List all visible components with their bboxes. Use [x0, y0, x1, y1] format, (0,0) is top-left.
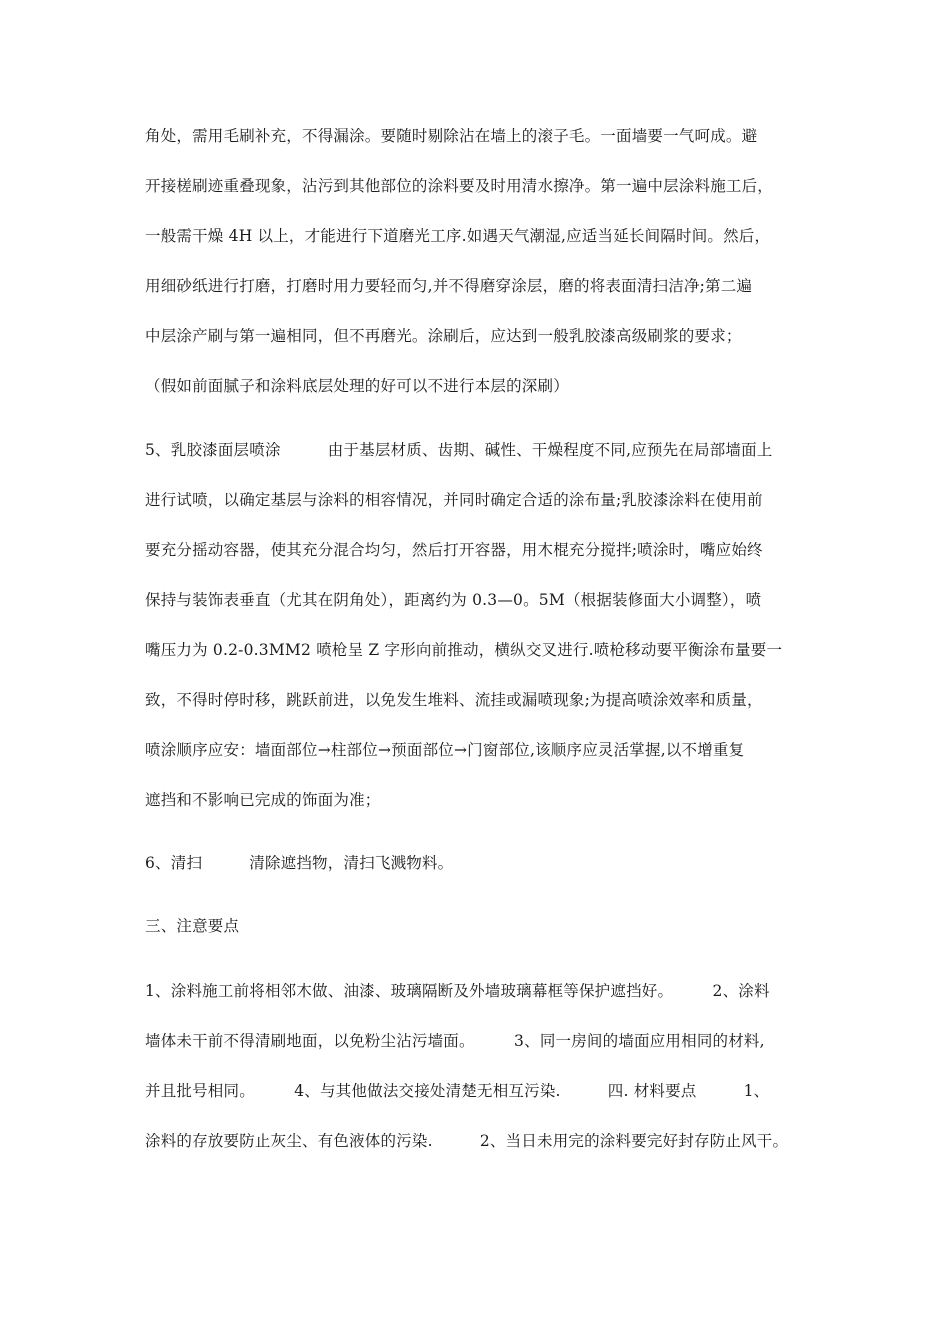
text-line: 嘴压力为 0.2-0.3MM2 喷枪呈 Z 字形向前推动，横纵交叉进行.喷枪移动要平衡涂布量要一 — [145, 641, 783, 659]
text-line: 一般需干燥 4H 以上，才能进行下道磨光工序.如遇天气潮湿,应适当延长间隔时间。然后， — [145, 227, 771, 245]
text-line: 用细砂纸进行打磨，打磨时用力要轻而匀,并不得磨穿涂层，磨的将表面清扫洁净;第二遍 — [145, 277, 753, 295]
text-line: 开接槎刷迹重叠现象，沾污到其他部位的涂料要及时用清水擦净。第一遍中层涂料施工后， — [145, 177, 774, 195]
text-line: 涂料的存放要防止灰尘、有色液体的污染. 2、当日未用完的涂料要完好封存防止风干。 — [145, 1132, 789, 1150]
text-line: 喷涂顺序应安：墙面部位→柱部位→预面部位→门窗部位,该顺序应灵活掌握,以不增重复 — [145, 741, 745, 759]
text-line: 1、涂料施工前将相邻木做、油漆、玻璃隔断及外墙玻璃幕框等保护遮挡好。 2、涂料 — [145, 982, 770, 1000]
section-heading: 三、注意要点 — [145, 917, 240, 935]
text-line: 角处，需用毛刷补充，不得漏涂。要随时剔除沾在墙上的滚子毛。一面墙要一气呵成。避 — [145, 127, 758, 145]
text-line: 并且批号相同。 4、与其他做法交接处清楚无相互污染. 四. 材料要点 1、 — [145, 1082, 770, 1100]
text-line: 6、清扫 清除遮挡物，清扫飞溅物料。 — [145, 854, 454, 872]
text-line: 进行试喷，以确定基层与涂料的相容情况，并同时确定合适的涂布量;乳胶漆涂料在使用前 — [145, 491, 763, 509]
text-line: 致，不得时停时移，跳跃前进，以免发生堆料、流挂或漏喷现象;为提高喷涂效率和质量， — [145, 691, 763, 709]
text-line: 中层涂产刷与第一遍相同，但不再磨光。涂刷后，应达到一般乳胶漆高级刷浆的要求； — [145, 327, 742, 345]
text-line: 遮挡和不影响已完成的饰面为准； — [145, 791, 381, 809]
text-line: 墙体未干前不得清刷地面，以免粉尘沾污墙面。 3、同一房间的墙面应用相同的材料, — [145, 1032, 765, 1050]
text-line: 5、乳胶漆面层喷涂 由于基层材质、齿期、碱性、干燥程度不同,应预先在局部墙面上 — [145, 441, 773, 459]
text-line: 要充分摇动容器，使其充分混合均匀，然后打开容器，用木棍充分搅拌;喷涂时，嘴应始终 — [145, 541, 763, 559]
text-line: （假如前面腻子和涂料底层处理的好可以不进行本层的深刷） — [145, 377, 569, 395]
text-line: 保持与装饰表垂直（尤其在阴角处），距离约为 0.3—0。5M（根据装修面大小调整），喷 — [145, 591, 762, 609]
